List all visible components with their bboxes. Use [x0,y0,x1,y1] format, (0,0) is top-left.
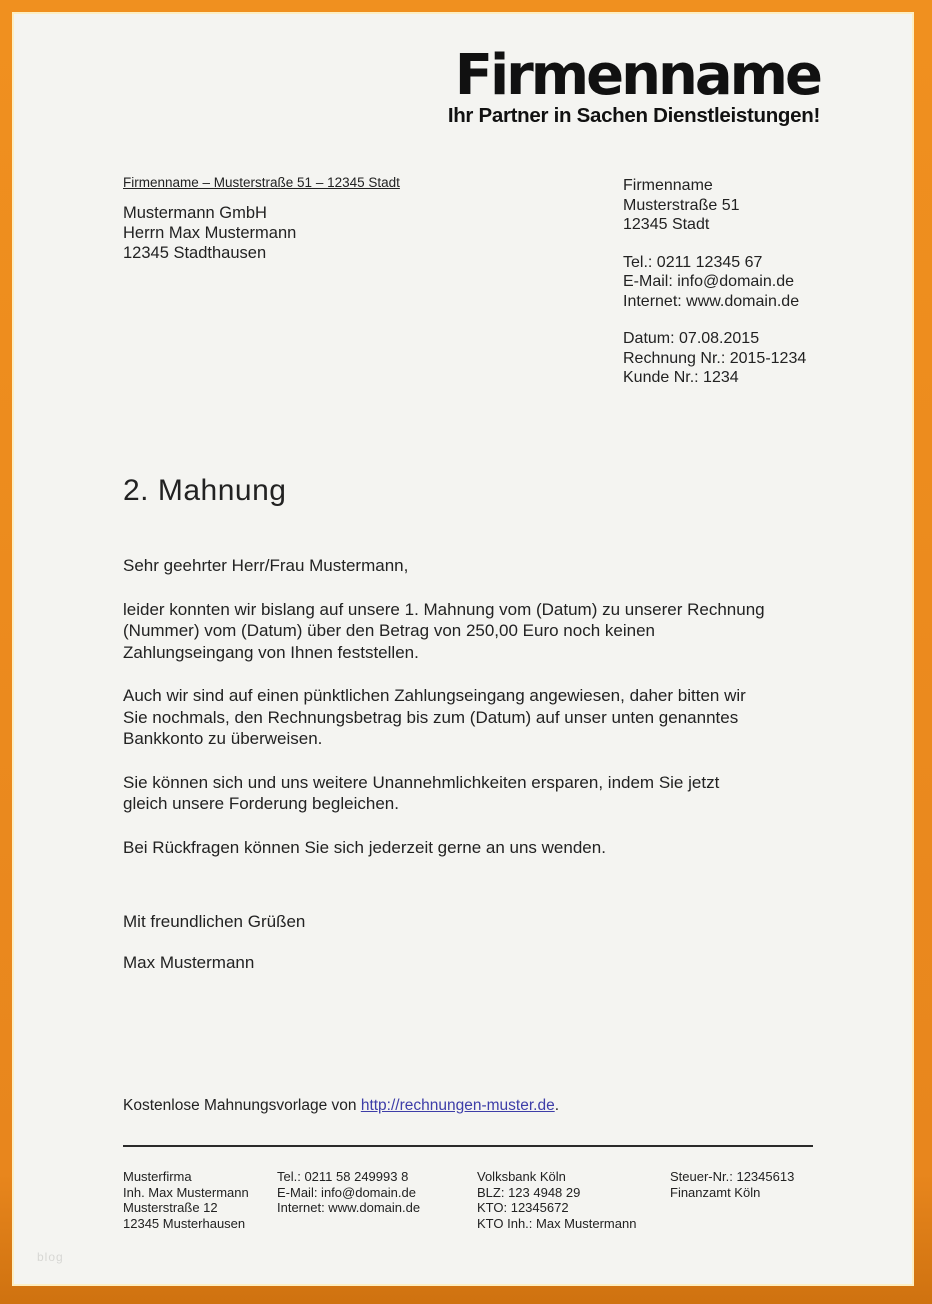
paragraph-line: Auch wir sind auf einen pünktlichen Zahlungseingang angewiesen, daher bitten wir [123,686,746,705]
recipient-line: 12345 Stadthausen [123,244,267,262]
document-meta [623,329,806,388]
company-tagline: Ihr Partner in Sachen Dienstleistungen! [447,104,820,127]
footer-line: Finanzamt Köln [670,1184,761,1200]
sender-address-line: Firmenname [623,177,713,194]
footer-line: Inh. Max Mustermann [123,1184,249,1200]
sender-phone: Tel.: 0211 12345 67 [623,253,763,271]
paragraph-line: Bei Rückfragen können Sie sich jederzeit gerne an uns wenden. [123,837,606,857]
sender-address-line: Musterstraße 51 [623,196,740,214]
paragraph [123,837,829,859]
salutation: Sehr geehrter Herr/Frau Mustermann, [123,556,409,575]
source-note-suffix: . [554,1097,560,1114]
paragraph-line: Sie nochmals, den Rechnungsbetrag bis zum (Datum) auf unser unten genanntes [123,707,739,727]
footer-line: Musterstraße 12 [123,1200,218,1215]
footer-line: 12345 Musterhausen [123,1215,246,1231]
footer-bank-column [477,1169,636,1231]
footer-contact-column [277,1169,420,1216]
paragraph [123,599,829,664]
recipient-line: Mustermann GmbH [123,204,267,222]
footer-line: E-Mail: info@domain.de [277,1184,416,1200]
sender-return-address: Firmenname – Musterstraße 51 – 12345 Stadt [123,175,400,190]
footer-line: BLZ: 123 4948 29 [477,1184,581,1200]
paragraph-line: Sie können sich und uns weitere Unannehmlichkeiten ersparen, indem Sie jetzt [123,772,720,792]
paragraph-line: Bankkonto zu überweisen. [123,729,323,748]
recipient-line: Herrn Max Mustermann [123,224,297,242]
document-date: Datum: 07.08.2015 [623,330,760,347]
company-name: Firmenname [454,43,820,108]
sender-address-line: 12345 Stadt [623,216,710,233]
sender-website: Internet: www.domain.de [623,292,800,310]
source-link[interactable]: http://rechnungen-muster.de [360,1097,555,1114]
sender-contact [623,253,806,312]
footer-line: Tel.: 0211 58 249993 8 [277,1169,409,1184]
footer-info [123,1169,903,1239]
footer-line: Volksbank Köln [477,1169,566,1184]
footer-line: KTO Inh.: Max Mustermann [477,1215,637,1231]
sender-email: E-Mail: info@domain.de [623,273,794,290]
footer-divider [123,1145,813,1147]
footer-line: KTO: 12345672 [477,1200,569,1215]
paragraph-line: gleich unsere Forderung begleichen. [123,794,399,813]
paragraph [123,685,829,750]
letter-title: 2. Mahnung [123,474,287,507]
footer-company-column [123,1169,249,1231]
footer-line: Musterfirma [123,1169,192,1184]
closing-phrase: Mit freundlichen Grüßen [123,912,306,931]
recipient-address [123,203,296,263]
watermark-text: blog [37,1250,64,1264]
footer-line: Internet: www.domain.de [277,1200,421,1215]
letter-page [14,14,912,1284]
paragraph-line: leider konnten wir bislang auf unsere 1. Mahnung vom (Datum) zu unserer Rechnung [123,599,765,619]
signature-name: Max Mustermann [123,952,255,972]
sender-address [623,176,806,235]
letterhead [447,43,820,127]
paragraph-line: Zahlungseingang von Ihnen feststellen. [123,642,419,662]
source-note-prefix: Kostenlose Mahnungsvorlage von [123,1097,361,1114]
paragraph-line: (Nummer) vom (Datum) über den Betrag von 250,00 Euro noch keinen [123,621,655,640]
sender-info-block [623,176,806,406]
template-source-note [123,1097,559,1115]
paragraph [123,772,829,815]
footer-tax-column [670,1169,794,1200]
footer-line: Steuer-Nr.: 12345613 [670,1169,795,1184]
invoice-number: Rechnung Nr.: 2015-1234 [623,349,807,367]
customer-number: Kunde Nr.: 1234 [623,369,739,386]
letter-body [123,555,829,973]
